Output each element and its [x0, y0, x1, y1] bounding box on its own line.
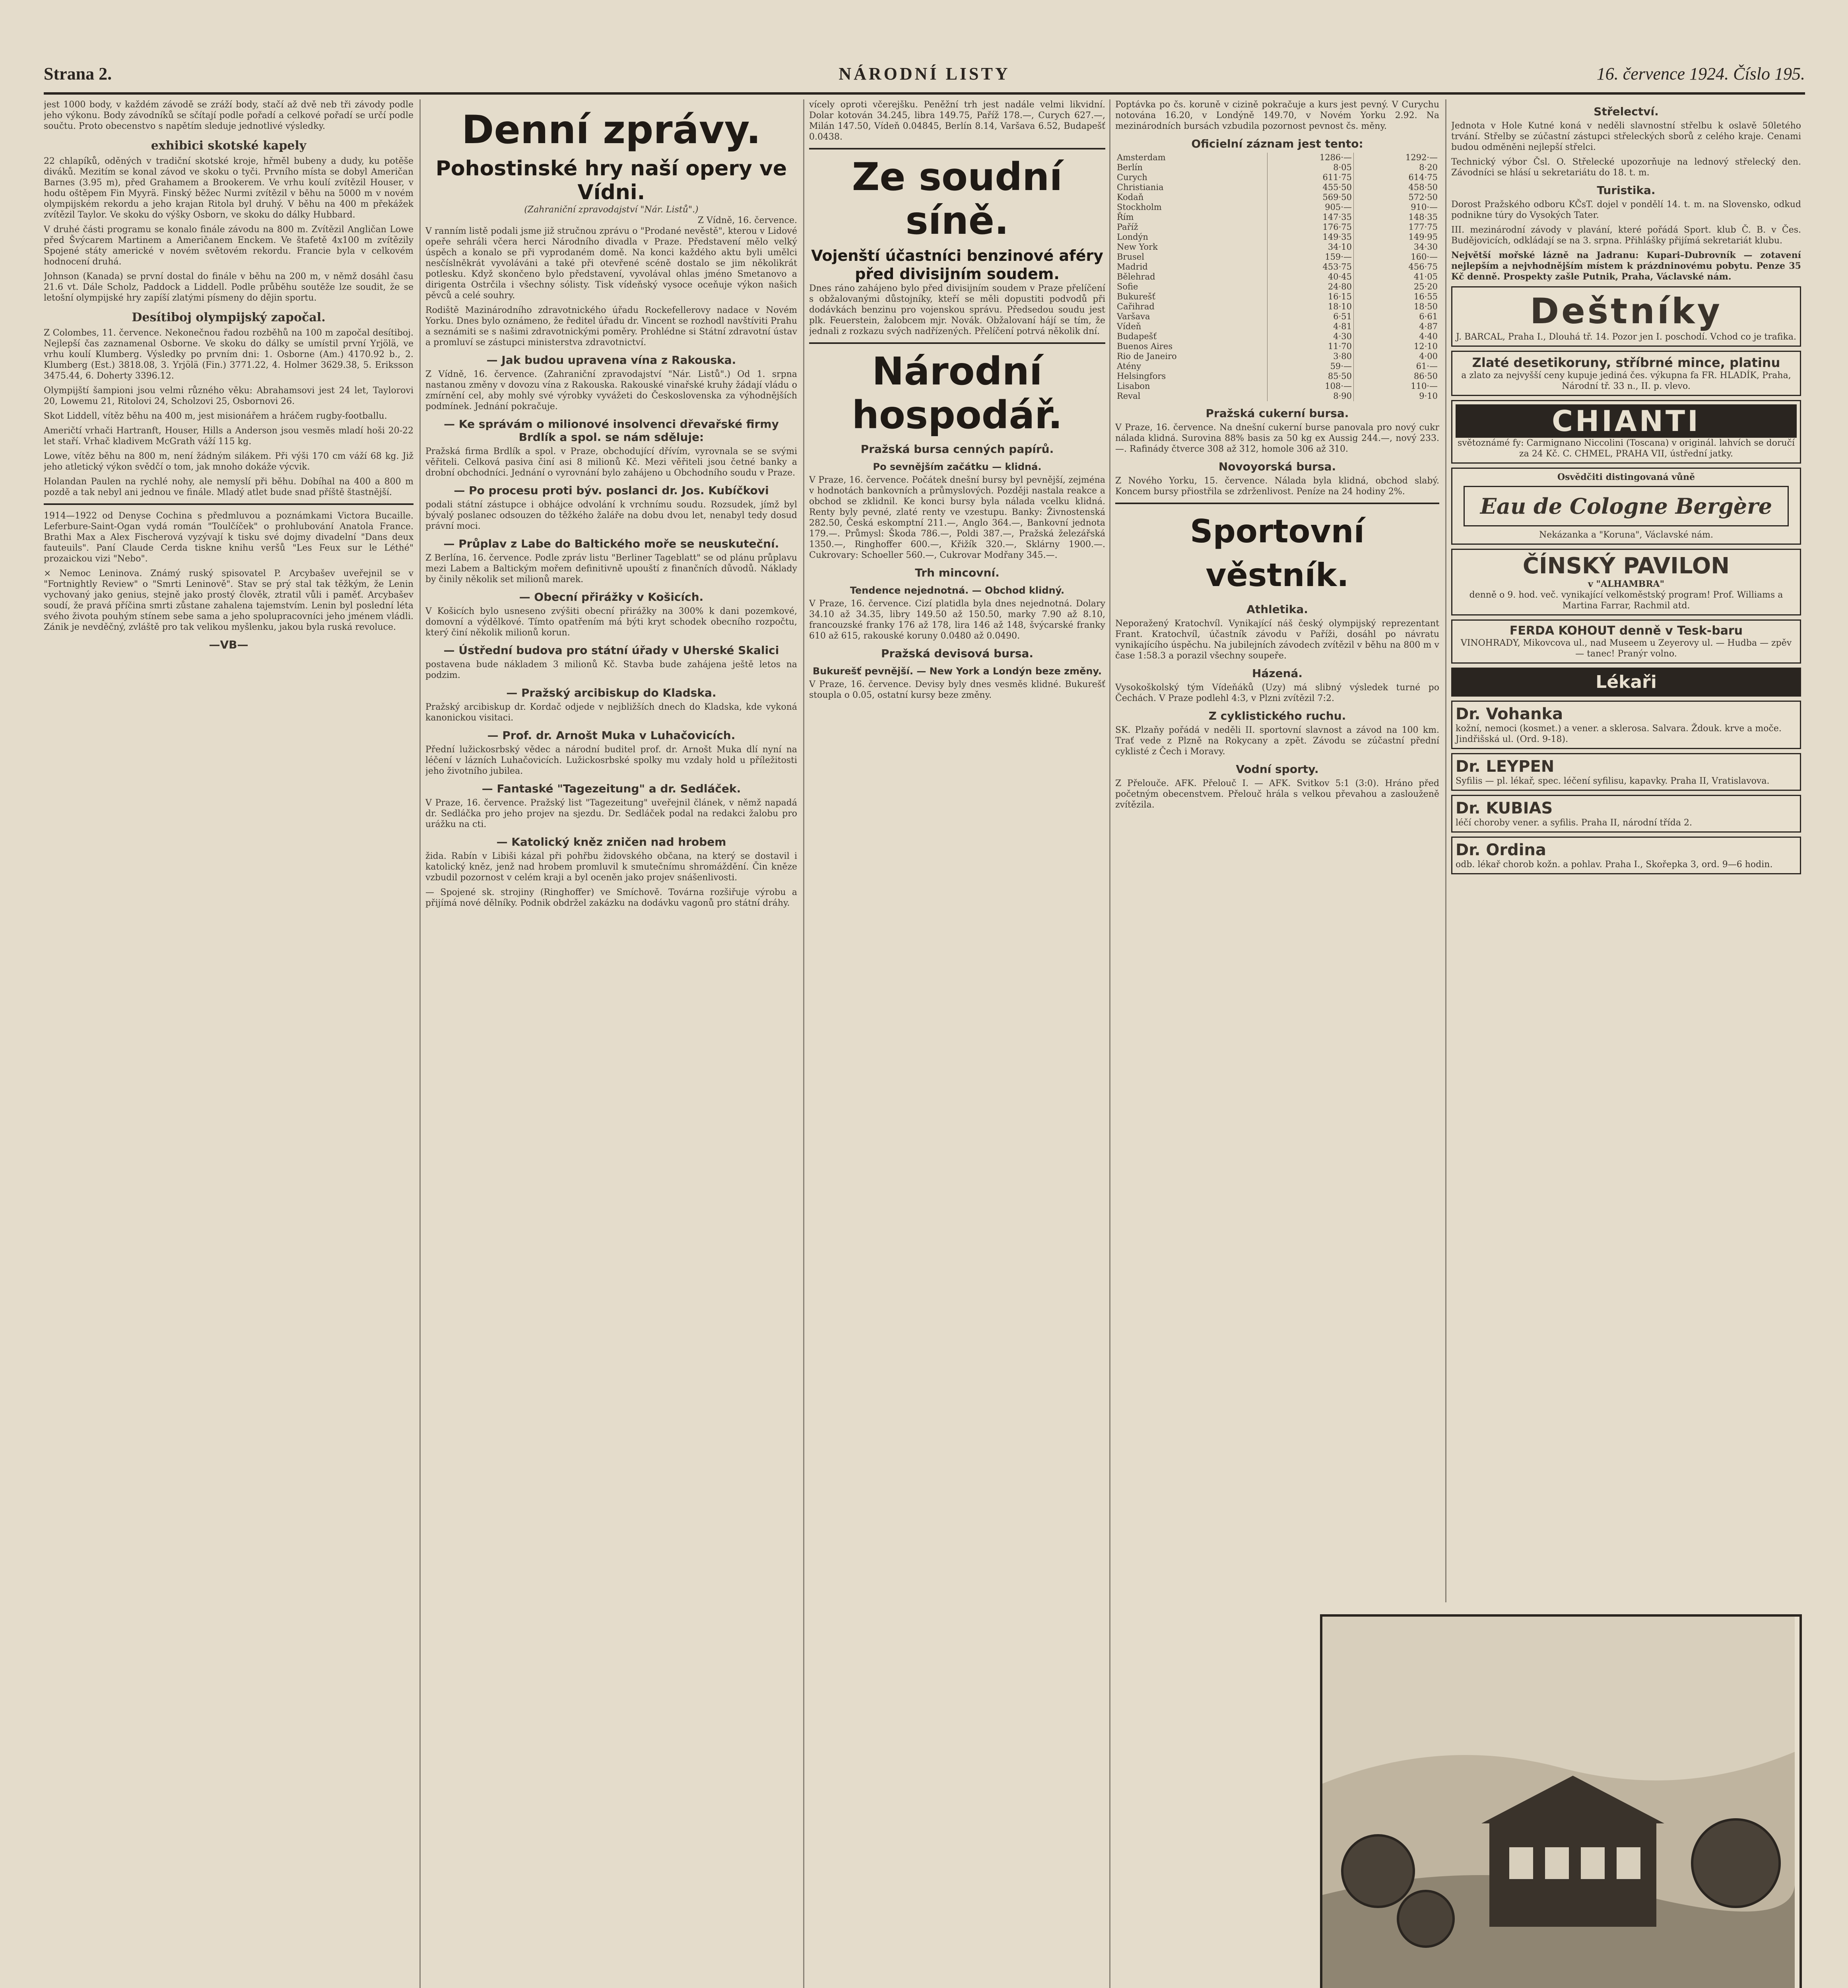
- rate-cell: 6·61: [1353, 312, 1439, 322]
- ad-title: Dr. Vohanka: [1456, 705, 1563, 723]
- rate-cell: 4·00: [1353, 351, 1439, 361]
- ad-text: Syfilis — pl. lékař, spec. léčení syfilisu, kapavky. Praha II, Vratislavova.: [1456, 776, 1770, 786]
- article-text: Z Přelouče. AFK. Přelouč I. — AFK. Svitkov 5:1 (3:0). Hráno před početným obecenstvem. Přelouč hrála s velkou převahou a zaslouženě zvítězila.: [1115, 779, 1439, 810]
- article-text: Dnes ráno zahájeno bylo před divisijním soudem v Praze přelíčení s obžalovanými důstojníky, kteří se měli dopustiti podvodů při dodávkách benzinu pro vojenskou správu. Předsedou soudu jest plk. Feuerstein, žalobcem mjr. Novák. Obžalovaní hájí se tím, že jednali z rozkazu svých nadřízených. Přelíčení potrvá několik dní.: [809, 283, 1105, 336]
- rate-row: [1115, 262, 1439, 272]
- rate-cell: 905·—: [1268, 202, 1354, 212]
- ad-text: kožní, nemoci (kosmet.) a vener. a sklerosa. Salvara. Ždouk. krve a moče. Jindřišská ul. (Ord. 9-18).: [1456, 724, 1782, 744]
- rate-cell: 1286·—: [1268, 153, 1354, 163]
- rate-row: [1115, 222, 1439, 232]
- rate-cell: 18·10: [1268, 302, 1354, 312]
- article-heading: — Fantaské "Tagezeitung" a dr. Sedláček.: [481, 782, 741, 795]
- article-text: postavena bude nákladem 3 milionů Kč. Stavba bude zahájena ještě letos na podzim.: [425, 660, 797, 680]
- article-dateline: Z Vídně, 16. července.: [697, 215, 797, 225]
- rate-cell: 34·10: [1268, 242, 1354, 252]
- article-heading: Pražská bursa cenných papírů.: [860, 443, 1054, 456]
- article-text: III. mezinárodní závody v plavání, které pořádá Sport. klub Č. B. v Čes. Budějovicích, odkládají se na 3. srpna. Přihlášky přijímá sekretariát klubu.: [1451, 225, 1801, 246]
- article-heading: — Obecní přirážky v Košicích.: [519, 590, 704, 604]
- rate-cell: Rio de Janeiro: [1117, 351, 1177, 361]
- rate-cell: Stockholm: [1117, 202, 1162, 212]
- rate-cell: 4·81: [1268, 322, 1354, 332]
- rate-row: [1115, 302, 1439, 312]
- ad-text: léčí choroby vener. a syfilis. Praha II, národní třída 2.: [1456, 818, 1692, 828]
- article-heading: — Ke správám o milionové insolvenci dřevařské firmy Brdlík a spol. se nám sděluje:: [444, 417, 779, 444]
- article-text: žida. Rabín v Libiši kázal při pohřbu židovského občana, na který se dostavil i katolický kněz, jenž nad hrobem promluvil k smutečnímu shromáždění. Čin kněze vzbudil pozornost v celém kraji a byl oceněn jako projev snášenlivosti.: [425, 851, 797, 883]
- article-heading: Desítiboj olympijský započal.: [132, 311, 326, 324]
- rate-cell: 614·75: [1353, 173, 1439, 182]
- rate-cell: Varšava: [1117, 312, 1150, 321]
- article-text: Z Nového Yorku, 15. července. Nálada byla klidná, obchod slabý. Koncem bursy přiostřila se zdrženlivost. Peníze na 24 hodiny 2%.: [1115, 476, 1439, 497]
- newspaper-title: NÁRODNÍ LISTY: [839, 64, 1010, 83]
- rate-cell: 1292·—: [1353, 153, 1439, 163]
- rate-cell: 159·—: [1268, 252, 1354, 262]
- column-divider: [1109, 99, 1110, 1988]
- section-masthead: Národní hospodář.: [852, 349, 1063, 437]
- ad-cologne[interactable]: [1451, 468, 1801, 545]
- rate-row: [1115, 312, 1439, 322]
- ad-doctor[interactable]: [1451, 837, 1801, 874]
- rate-cell: Amsterdam: [1117, 153, 1166, 162]
- column-divider: [419, 99, 421, 1988]
- article-heading: — Průplav z Labe do Baltického moře se neuskuteční.: [443, 537, 779, 550]
- rate-cell: 4·30: [1268, 332, 1354, 342]
- ad-title: Osvědčiti distingovaná vůně: [1557, 472, 1695, 482]
- ad-title: Lékaři: [1596, 672, 1657, 692]
- rate-cell: 4·40: [1353, 332, 1439, 342]
- article-heading: Turistika.: [1597, 184, 1656, 197]
- article-text: Poptávka po čs. koruně v cizině pokračuje a kurs jest pevný. V Curychu notována 16.20, v Londýně 149.70, v Novém Yorku 2.92. Na mezinárodních bursách vzbudila pozornost pevnost čs. měny.: [1115, 100, 1439, 131]
- rate-row: [1115, 272, 1439, 282]
- rate-cell: Londýn: [1117, 232, 1148, 242]
- rate-cell: Cařihrad: [1117, 302, 1155, 311]
- rate-row: [1115, 202, 1439, 212]
- article-heading: Pražská cukerní bursa.: [1205, 407, 1349, 420]
- article-source: (Zahraniční zpravodajství "Nár. Listů".): [524, 205, 699, 215]
- article-text: V Košicích bylo usneseno zvýšiti obecní přirážky na 300% k dani pozemkové, domovní a výdělkové. Tímto opatřením má býti kryt schodek obecního rozpočtu, který činí několik milionů korun.: [425, 606, 797, 638]
- article-text: Johnson (Kanada) se první dostal do finále v běhu na 200 m, v němž dosáhl času 21.6 vt. Dále Scholz, Paddock a Liddell. Podle průběhu soutěže lze soudit, že se letošní olympijské hry zapíší zlatými písmeny do dějin sportu.: [44, 272, 413, 303]
- rate-cell: 3·80: [1268, 351, 1354, 361]
- rate-cell: 59·—: [1268, 361, 1354, 371]
- rate-row: [1115, 282, 1439, 292]
- article-text: Největší mořské lázně na Jadranu: Kupari–Dubrovník — zotavení nejlepším a nejvhodnějším místem k prázdninovému pobytu. Penze 35 Kč denně. Prospekty zašle Putnik, Praha, Václavské nám.: [1451, 250, 1801, 282]
- rate-cell: 569·50: [1268, 192, 1354, 202]
- article-text: jest 1000 body, v každém závodě se zráží body, stačí až dvě neb tři závody podle jeho výkonu. Body závodníků se sčítají podle pořadí a celkové pořadí se určí podle součtu. Proto obecenstvo s napětím sleduje jednotlivé výsledky.: [44, 100, 413, 131]
- ad-title: FERDA KOHOUT denně v Tesk-baru: [1509, 624, 1743, 638]
- article-text: vícely oproti včerejšku. Peněžní trh jest nadále velmi likvidní. Dolar kotován 34.245, libra 149.75, Paříž 178.—, Curych 627.—, Milán 147.50, Vídeň 0.04845, Berlín 8.14, Varšava 6.52, Budapešť 0.0438.: [809, 100, 1105, 142]
- rate-cell: Madrid: [1117, 262, 1148, 272]
- rate-cell: Curych: [1117, 173, 1147, 182]
- article-text: V Praze, 16. července. Devisy byly dnes vesměs klidné. Bukurešť stoupla o 0.05, ostatní kursy beze změny.: [809, 679, 1105, 700]
- rate-cell: 40·45: [1268, 272, 1354, 282]
- column-2: [425, 99, 797, 1988]
- ad-gold-coins[interactable]: [1451, 351, 1801, 396]
- article-heading: Trh mincovní.: [915, 566, 1000, 579]
- rate-cell: 147·35: [1268, 212, 1354, 222]
- ad-text: odb. lékař chorob kožn. a pohlav. Praha I., Skořepka 3, ord. 9—6 hodin.: [1456, 860, 1773, 870]
- section-masthead: Ze soudní síně.: [852, 155, 1063, 243]
- ad-title: Dr. LEYPEN: [1456, 757, 1555, 776]
- rate-row: [1115, 391, 1439, 401]
- rate-cell: Řím: [1117, 212, 1134, 222]
- rate-cell: Buenos Aires: [1117, 342, 1173, 351]
- rate-cell: 160·—: [1353, 252, 1439, 262]
- article-text: 1914—1922 od Denyse Cochina s předmluvou a poznámkami Victora Bucaille. Leferbure-Saint-Ogan vydá román "Toulčíček" o prohlubování Anatola France. Brathi Max a Alex Fischerová vyzývají k tisku své dojmy divadelní "Dans deux fauteuils". Paní Claude Cerda tiskne knihu veršů "Les Feux sur le Léthé" prozaickou vizi "Nebo".: [44, 511, 413, 564]
- article-text: Lowe, vítěz běhu na 800 m, není žádným silákem. Při výši 170 cm váží 68 kg. Již jeho atletický výkon svědčí o tom, jak mnoho dokáže výcvik.: [44, 451, 413, 472]
- rate-cell: 458·50: [1353, 182, 1439, 192]
- article-text: — Spojené sk. strojiny (Ringhoffer) ve Smíchově. Továrna rozšiřuje výrobu a přijímá nové dělníky. Podnik obdržel zakázku na dodávku vagonů pro státní dráhy.: [425, 887, 797, 908]
- ad-doctor[interactable]: [1451, 795, 1801, 833]
- column-divider: [803, 99, 804, 1988]
- rate-row: [1115, 212, 1439, 222]
- article-text: podali státní zástupce i obhájce odvolání k vrchnímu soudu. Rozsudek, jímž byl bývalý poslanec odsouzen do těžkého žaláře na dobu dvou let, nenabyl tedy dosud právní moci.: [425, 500, 797, 531]
- article-text: Dorost Pražského odboru KČsT. dojel v pondělí 14. t. m. na Slovensko, odkud podnikne túry do Vysokých Tater.: [1451, 200, 1801, 220]
- rate-row: [1115, 332, 1439, 342]
- rate-cell: Brusel: [1117, 252, 1144, 262]
- article-text: V ranním listě podali jsme již stručnou zprávu o "Prodané nevěstě", kterou v Lidové opeře sehráli včera herci Národního divadla v Praze. Představení mělo velký úspěch a konalo se při vyprodaném domě. Na konci každého aktu byli umělci nesčíslněkrát vyvoláváni a také při otevřené scéně dostalo se jim několikrát potlesku. Když skončeno bylo představení, vyvolával ohlas jméno Smetanovo a dirigenta Ostrčila i všechny sólisty. Tisk vídeňský vysoce oceňuje výkon našich pěvců a celé souhry.: [425, 226, 797, 301]
- ad-text: denně o 9. hod. več. vynikající velkoměstský program! Prof. Williams a Martina Farrar, Rachmil atd.: [1469, 590, 1783, 611]
- ad-logo: Deštníky: [1530, 291, 1722, 332]
- rate-cell: 16·55: [1353, 292, 1439, 302]
- section-masthead: Denní zprávy.: [462, 107, 761, 153]
- rate-row: [1115, 182, 1439, 192]
- ad-text: VINOHRADY, Mikovcova ul., nad Museem u Zeyerovy ul. — Hudba — zpěv — tanec! Pranýr volno.: [1460, 638, 1792, 659]
- ad-doctors-header: [1451, 668, 1801, 697]
- article-text: Z Vídně, 16. července. (Zahraniční zpravodajství "Nár. Listů".) Od 1. srpna nastanou změny v dovozu vína z Rakouska. Rakouské vinařské kruhy žádají vládu o zmírnění cel, aby mohly své výrobky vyvážeti do Československa za výhodnějších podmínek. Jednání pokračuje.: [425, 369, 797, 412]
- rate-row: [1115, 371, 1439, 381]
- article-heading: Po sevnějším začátku — klidná.: [873, 461, 1042, 472]
- article-heading: Házená.: [1252, 667, 1303, 680]
- ad-logo: CHIANTI: [1456, 404, 1797, 438]
- column-5: [1451, 99, 1801, 1602]
- column-1: [44, 99, 413, 1988]
- rate-cell: Vídeň: [1117, 322, 1141, 331]
- article-text: V Praze, 16. července. Na dnešní cukerní burse panovala pro nový cukr nálada klidná. Surovina 88% basis za 50 kg ex Aussig 244.—, nový 233.—. Rafinády čtverce 308 až 312, homole 306 až 310.: [1115, 423, 1439, 454]
- rate-cell: 4·87: [1353, 322, 1439, 332]
- rate-cell: Helsingfors: [1117, 371, 1166, 381]
- page-header: [44, 60, 1805, 95]
- rate-cell: Paříž: [1117, 222, 1138, 232]
- section-rule: [809, 148, 1105, 149]
- exchange-rates-table: [1115, 153, 1439, 401]
- rate-row: [1115, 292, 1439, 302]
- rate-cell: 6·51: [1268, 312, 1354, 322]
- article-text: Pražský arcibiskup dr. Kordač odjede v nejbližších dnech do Kladska, kde vykoná kanonickou visitaci.: [425, 702, 797, 723]
- article-text: Rodiště Mazinárodního zdravotnického úřadu Rockefellerovy nadace v Novém Yorku. Dnes bylo oznámeno, že ředitel úřadu dr. Vincent se rozhodl navštíviti Prahu a seznámiti se s našimi zdravotnickými poměry. Prohlédne si Státní zdravotní ústav a promluví se zástupci ministerstva zdravotnictví.: [425, 305, 797, 348]
- article-text: 22 chlapíků, oděných v tradiční skotské kroje, hřměl bubeny a dudy, ku potěše diváků. Mezitím se konal závod ve skoku o tyči. Prvního místa se dobyl Američan Barnes (3.95 m), před Grahamem a Brookerem. Ve vrhu koulí zvítězil Houser, v hodu oštěpem Fin Myyrä. Finský běžec Nurmi zvítězil v běhu na 5000 m v novém olympijském rekordu a jeho krajan Ritola byl druhý. V běhu na 400 m překážek zvítězil Taylor. Ve skoku do výšky Osborn, ve skoku do dálky Hubbard.: [44, 156, 413, 220]
- article-text: V Praze, 16. července. Pražský list "Tagezeitung" uveřejnil článek, v němž napadá dr. Sedláčka pro jeho projev na sjezdu. Dr. Sedláček podal na redakci žalobu pro urážku na cti.: [425, 798, 797, 829]
- rate-cell: 41·05: [1353, 272, 1439, 282]
- rate-row: [1115, 322, 1439, 332]
- rate-cell: New York: [1117, 242, 1158, 252]
- rate-row: [1115, 252, 1439, 262]
- rate-cell: 910·—: [1353, 202, 1439, 212]
- issue-date: 16. července 1924. Číslo 195.: [1596, 64, 1805, 83]
- rate-cell: Bělehrad: [1117, 272, 1155, 282]
- ad-title: Dr. Ordina: [1456, 841, 1546, 859]
- rate-cell: Bukurešť: [1117, 292, 1155, 301]
- article-heading: Bukurešť pevnější. — New York a Londýn beze změny.: [812, 666, 1102, 677]
- rate-cell: 16·15: [1268, 292, 1354, 302]
- section-masthead: Sportovní věstník.: [1190, 513, 1365, 594]
- article-text: Technický výbor Čsl. O. Střelecké upozorňuje na lednový střelecký den. Závodníci se hlásí u sekretariátu do 18. t. m.: [1451, 157, 1801, 178]
- ad-subtitle: v "ALHAMBRA": [1588, 579, 1665, 589]
- rate-cell: 18·50: [1353, 302, 1439, 312]
- rate-cell: 108·—: [1268, 381, 1354, 391]
- ad-doctor[interactable]: [1451, 701, 1801, 749]
- rate-cell: 61·—: [1353, 361, 1439, 371]
- ad-text: Nekázanka a "Koruna", Václavské nám.: [1539, 530, 1714, 540]
- article-text: Vysokoškolský tým Vídeňáků (Uzy) má slibný výsledek turné po Čechách. V Praze podlehl 4:3, v Plzni zvítězil 7:2.: [1115, 683, 1439, 703]
- rate-cell: Kodaň: [1117, 192, 1144, 202]
- rate-cell: 12·10: [1353, 342, 1439, 351]
- article-heading: — Ústřední budova pro státní úřady v Uherské Skalici: [443, 644, 779, 657]
- article-heading: Pražská devisová bursa.: [881, 647, 1034, 660]
- article-text: Z Berlína, 16. července. Podle zpráv listu "Berliner Tageblatt" se od plánu průplavu mezi Labem a Baltickým mořem definitivně upouští z finančních důvodů. Náklady by činily několik set milionů marek.: [425, 553, 797, 584]
- ad-text: světoznámé fy: Carmignano Niccolini (Toscana) v originál. lahvích se doručí za 24 Kč. C. CHMEL, PRAHA VII, ústřední jatky.: [1457, 438, 1795, 459]
- rate-cell: 456·75: [1353, 262, 1439, 272]
- rate-row: [1115, 153, 1439, 163]
- header-rule: [44, 92, 1805, 95]
- article-heading: Athletika.: [1246, 603, 1308, 616]
- rate-cell: 611·75: [1268, 173, 1354, 182]
- rate-row: [1115, 351, 1439, 361]
- article-text: Z Colombes, 11. července. Nekonečnou řadou rozběhů na 100 m započal desítiboj. Nejlepší čas zaznamenal Osborne. Ve skoku do dálky se umístil první Yrjölä, ve vrhu koulí Klumberg. Výsledky po prvním dni: 1. Osborne (Am.) 4170.92 b., 2. Klumberg (Est.) 3818.08, 3. Yrjölä (Fin.) 3771.22, 4. Holmer 3629.38, 5. Eriksson 3475.44, 6. Doherty 3396.12.: [44, 328, 413, 381]
- ad-chinese-pavilion[interactable]: [1451, 549, 1801, 615]
- article-text: Holandan Paulen na rychlé nohy, ale nemyslí při běhu. Dobíhal na 400 a 800 m pozdě a tak nebyl ani jednou ve finále. Mladý atlet bude snad příště štastnější.: [44, 477, 413, 497]
- article-heading: — Jak budou upravena vína z Rakouska.: [486, 353, 736, 367]
- column-divider: [1445, 99, 1446, 1602]
- rate-row: [1115, 361, 1439, 371]
- article-text: SK. Plzaňy pořádá v neděli II. sportovní slavnost a závod na 100 km. Trať vede z Plzně na Rokycany a zpět. Závodu se zúčastní přední cyklisté z Čech i Moravy.: [1115, 725, 1439, 757]
- page-number: Strana 2.: [44, 64, 112, 83]
- ad-umbrellas[interactable]: [1451, 286, 1801, 347]
- section-rule: [809, 342, 1105, 344]
- rate-cell: 572·50: [1353, 192, 1439, 202]
- ad-logo: Eau de Cologne Bergère: [1464, 486, 1789, 526]
- article-text: Jednota v Hole Kutné koná v neděli slavnostní střelbu k oslavě 50letého trvání. Střelby se zúčastní zástupci střeleckých sborů z celého kraje. Cenami budou odměněni nejlepší střelci.: [1451, 121, 1801, 152]
- ad-text: a zlato za nejvyšší ceny kupuje jediná čes. výkupna fa FR. HLADÍK, Praha, Národní tř. 33 n., II. p. vlevo.: [1461, 371, 1791, 391]
- rate-row: [1115, 173, 1439, 182]
- article-heading: — Po procesu proti býv. poslanci dr. Jos. Kubíčkovi: [454, 484, 769, 497]
- rate-cell: 24·80: [1268, 282, 1354, 292]
- ad-tesk-bar[interactable]: [1451, 619, 1801, 664]
- rate-cell: 177·75: [1353, 222, 1439, 232]
- section-rule: [44, 503, 413, 505]
- section-rule: [1115, 503, 1439, 504]
- rate-cell: 110·—: [1353, 381, 1439, 391]
- rate-cell: Lisabon: [1117, 381, 1150, 391]
- rate-cell: 34·30: [1353, 242, 1439, 252]
- article-text: Pražská firma Brdlík a spol. v Praze, obchodující dřívím, vyrovnala se se svými věřiteli. Celková pasiva činí asi 8 milionů Kč. Mezi věřiteli jsou četné banky a drobní obchodníci. Jednání o vyrovnání bylo zahájeno u Obchodního soudu v Praze.: [425, 447, 797, 478]
- article-text: Skot Liddell, vítěz běhu na 400 m, jest misionářem a hráčem rugby-footballu.: [44, 411, 387, 421]
- article-text: Olympijští šampioni jsou velmi různého věku: Abrahamsovi jest 24 let, Taylorovi 20, Lowemu 21, Ritolovi 24, Scholzovi 25, Osbornovi 26.: [44, 386, 413, 406]
- rate-cell: 148·35: [1353, 212, 1439, 222]
- article-heading: — Pražský arcibiskup do Kladska.: [506, 686, 716, 699]
- rate-cell: 85·50: [1268, 371, 1354, 381]
- rate-row: [1115, 342, 1439, 351]
- rate-cell: 149·35: [1268, 232, 1354, 242]
- ad-doctor[interactable]: [1451, 753, 1801, 791]
- rate-cell: 455·50: [1268, 182, 1354, 192]
- article-text: V Praze, 16. července. Počátek dnešní bursy byl pevnější, zejména v hodnotách bankovních a průmyslových. Později nastala reakce a obchod se zklidnil. Ke konci bursy byla nálada vcelku klidná. Renty byly pevné, zlaté renty ve vzestupu. Banky: Živnostenská 282.50, Česká eskomptní 211.—, Anglo 364.—, Bankovní jednota 179.—. Průmysl: Škoda 786.—, Poldi 387.—, Pražská železářská 1350.—, Ringhoffer 600.—, Křižík 320.—, Sklárny 1900.—. Cukrovary: Schoeller 560.—, Cukrovar Modřany 345.—.: [809, 475, 1105, 560]
- rate-cell: Sofie: [1117, 282, 1138, 291]
- rate-cell: 11·70: [1268, 342, 1354, 351]
- article-heading: Střelectví.: [1594, 105, 1659, 118]
- ad-solar-spa[interactable]: [1320, 1614, 1802, 1988]
- rate-cell: 149·95: [1353, 232, 1439, 242]
- article-heading: exhibici skotské kapely: [151, 139, 307, 153]
- ad-chianti[interactable]: [1451, 400, 1801, 464]
- article-text: V Praze, 16. července. Cizí platidla byla dnes nejednotná. Dolary 34.10 až 34.35, libry 149.50 až 150.50, marky 7.90 až 8.10, francouzské franky 176 až 178, lira 146 až 148, švýcarské franky 610 až 615, rakouské koruny 0.0480 až 0.0490.: [809, 599, 1105, 641]
- article-heading: Tendence nejednotná. — Obchod klidný.: [850, 585, 1065, 596]
- article-text: Neporažený Kratochvíl. Vynikající náš český olympijský reprezentant Frant. Kratochvíl, účastník závodu v Paříži, dosáhl po návratu vynikajícího úspěchu. Na jubilejních závodech zvítězil v běhu na 800 m v čase 1:58.3 a porazil všechny soupeře.: [1115, 619, 1439, 661]
- article-subhead: Pohostinské hry naší opery ve Vídni.: [435, 157, 787, 204]
- ad-title: Dr. KUBIAS: [1456, 799, 1553, 817]
- article-heading: Z cyklistického ruchu.: [1208, 709, 1346, 722]
- rate-cell: 25·20: [1353, 282, 1439, 292]
- article-signature: —VB—: [209, 638, 248, 651]
- article-heading: — Prof. dr. Arnošt Muka v Luhačovicích.: [487, 729, 736, 742]
- rate-row: [1115, 232, 1439, 242]
- rate-cell: Budapešť: [1117, 332, 1157, 341]
- rate-row: [1115, 163, 1439, 173]
- article-heading: Vodní sporty.: [1236, 763, 1319, 776]
- rate-cell: 8·20: [1353, 163, 1439, 173]
- rate-cell: 86·50: [1353, 371, 1439, 381]
- article-text: Američtí vrhači Hartranft, Houser, Hills a Anderson jsou vesměs mladí hoši 20-22 let staří. Vrhač kladivem McGrath váží 115 kg.: [44, 426, 413, 447]
- ad-text: J. BARCAL, Praha I., Dlouhá tř. 14. Pozor jen I. poschodí. Vchod co je trafika.: [1456, 332, 1796, 342]
- article-heading: Novoyorská bursa.: [1218, 460, 1336, 473]
- rate-cell: 453·75: [1268, 262, 1354, 272]
- spa-illustration: [1322, 1617, 1795, 1988]
- rate-cell: 176·75: [1268, 222, 1354, 232]
- rate-row: [1115, 192, 1439, 202]
- ad-title: ČÍNSKÝ PAVILON: [1522, 553, 1730, 579]
- column-3: [809, 99, 1105, 1988]
- rate-row: [1115, 242, 1439, 252]
- ad-title: Zlaté desetikoruny, stříbrné mince, platinu: [1472, 355, 1780, 370]
- rate-cell: 9·10: [1353, 391, 1439, 401]
- article-subhead: Vojenští účastníci benzinové aféry před divisijním soudem.: [811, 247, 1103, 283]
- rate-cell: Reval: [1117, 391, 1141, 401]
- rates-title: Oficielní záznam jest tento:: [1191, 137, 1363, 150]
- rate-cell: 8·90: [1268, 391, 1354, 401]
- rate-cell: 8·05: [1268, 163, 1354, 173]
- article-text: V druhé části programu se konalo finále závodu na 800 m. Zvítězil Angličan Lowe před Švýcarem Martinem a Američanem Enckem. Ve štafetě 4x100 m zvítězily Spojené státy americké v novém světovém rekordu. Francie byla v celkovém hodnocení druhá.: [44, 225, 413, 267]
- rate-row: [1115, 381, 1439, 391]
- rate-cell: Berlín: [1117, 163, 1143, 172]
- article-text: × Nemoc Leninova. Známý ruský spisovatel P. Arcybašev uveřejnil se v "Fortnightly Review" o "Smrti Leninově". Stav se prý stal tak těžkým, že Lenin vychovaný jako genius, stejně jako prostý člověk, ztratil vůli i paměť. Arcybašev soudí, že pravá příčina smrti zůstane zahalena tajemstvím. Lenin byl poslední léta svého života pouhým stínem sebe sama a jeho spolupracovníci jeho jménem vládli. Zánik je nevděčný, zvláště pro tak velikou myšlenku, jakou byla ruská revoluce.: [44, 569, 413, 632]
- article-text: Přední lužickosrbský vědec a národní buditel prof. dr. Arnošt Muka dlí nyní na léčení v lázních Luhačovicích. Lužickosrbské spolky mu vzdaly hold u příležitosti jeho životního jubilea.: [425, 745, 797, 776]
- rate-cell: Christiania: [1117, 182, 1164, 192]
- article-heading: — Katolický kněz zničen nad hrobem: [496, 835, 726, 848]
- rate-cell: Atény: [1117, 361, 1141, 371]
